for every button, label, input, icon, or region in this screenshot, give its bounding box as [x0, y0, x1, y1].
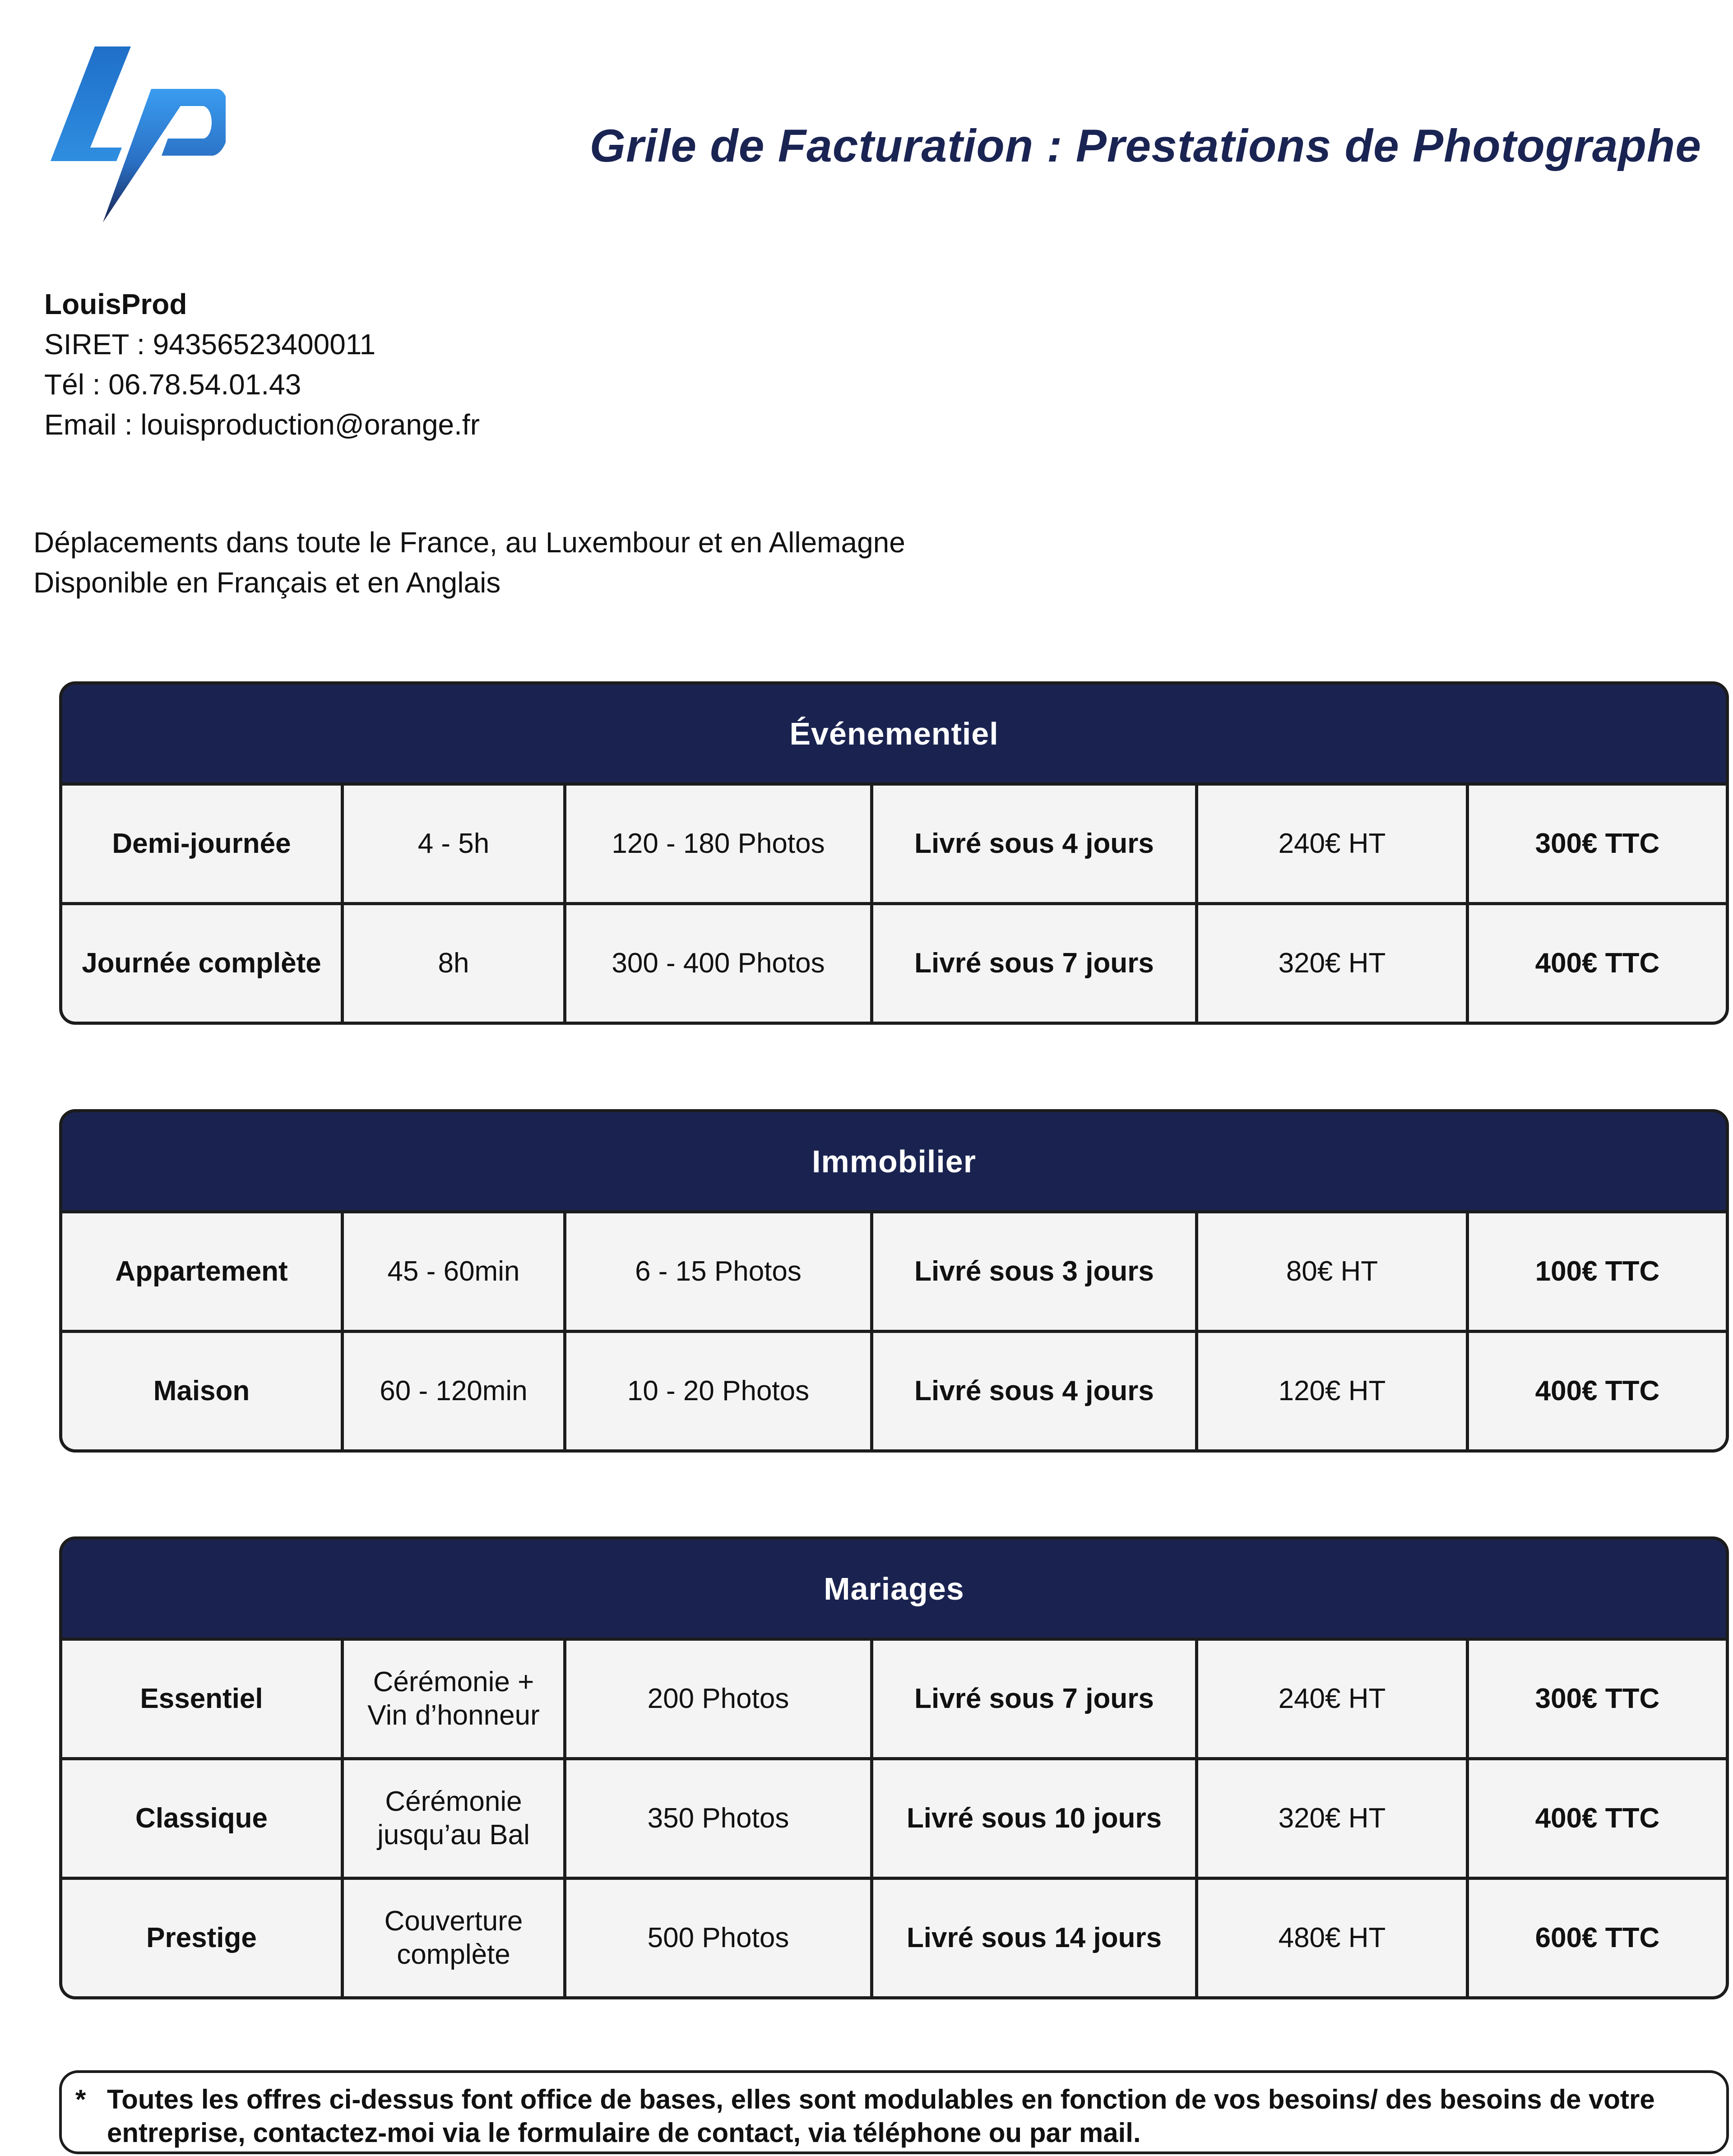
price-ttc: 400€ TTC — [1466, 1333, 1726, 1449]
offer-delivery: Livré sous 14 jours — [870, 1880, 1195, 1996]
offer-name: Appartement — [115, 1256, 288, 1287]
price-ht: 320€ HT — [1195, 905, 1466, 1022]
price-ttc: 100€ TTC — [1466, 1213, 1726, 1330]
offer-photos: 120 - 180 Photos — [563, 786, 870, 902]
offer-delivery: Livré sous 4 jours — [870, 786, 1195, 902]
travel-info — [33, 523, 905, 603]
footnote — [59, 2070, 1729, 2154]
lp-logo-icon — [45, 43, 226, 223]
company-phone: Tél : 06.78.54.01.43 — [44, 368, 301, 401]
offer-duration: 8h — [341, 905, 563, 1022]
travel-line-1: Déplacements dans toute le France, au Luxembour et en Allemagne — [33, 526, 905, 559]
price-ttc: 300€ TTC — [1466, 1641, 1726, 1757]
offer-duration: Couverture complète — [341, 1880, 563, 1996]
offer-duration: 60 - 120min — [341, 1333, 563, 1449]
offer-photos: 500 Photos — [563, 1880, 870, 1996]
company-siret: SIRET : 94356523400011 — [44, 328, 376, 361]
company-info — [44, 284, 480, 445]
table-row — [62, 782, 1726, 902]
offer-name: Prestige — [146, 1922, 257, 1953]
table-row — [62, 1210, 1726, 1330]
offer-photos: 6 - 15 Photos — [563, 1213, 870, 1330]
table-row — [62, 1638, 1726, 1757]
table-row — [62, 1757, 1726, 1877]
travel-line-2: Disponible en Français et en Anglais — [33, 566, 501, 599]
table-row — [62, 902, 1726, 1022]
price-ht: 80€ HT — [1195, 1213, 1466, 1330]
offer-photos: 350 Photos — [563, 1760, 870, 1877]
company-email: Email : louisproduction@orange.fr — [44, 408, 480, 441]
offer-name: Journée complète — [82, 948, 321, 979]
offer-duration: Cérémonie jusqu’au Bal — [341, 1760, 563, 1877]
offer-duration: Cérémonie + Vin d’honneur — [341, 1641, 563, 1757]
footnote-text: Toutes les offres ci-dessus font office de bases, elles sont modulables en fonction de vos besoins/ des besoins de votre entreprise, contactez-moi via le formulaire de contact, via téléphone ou par mail. — [107, 2084, 1655, 2148]
table-header: Événementiel — [789, 716, 999, 751]
lp-logo — [45, 43, 226, 223]
offer-duration: 45 - 60min — [341, 1213, 563, 1330]
offer-delivery: Livré sous 4 jours — [870, 1333, 1195, 1449]
table-row — [62, 1330, 1726, 1449]
page-title: Grile de Facturation : Prestations de Photographe — [589, 120, 1701, 171]
offer-photos: 300 - 400 Photos — [563, 905, 870, 1022]
offer-delivery: Livré sous 10 jours — [870, 1760, 1195, 1877]
pricing-table-evenementiel — [59, 681, 1729, 1025]
offer-name: Maison — [153, 1375, 250, 1406]
pricing-table-immobilier — [59, 1109, 1729, 1453]
table-header: Mariages — [824, 1571, 964, 1606]
offer-delivery: Livré sous 7 jours — [870, 905, 1195, 1022]
offer-delivery: Livré sous 3 jours — [870, 1213, 1195, 1330]
offer-name: Classique — [135, 1803, 268, 1834]
table-row — [62, 1877, 1726, 1996]
price-ttc: 300€ TTC — [1466, 786, 1726, 902]
offer-name: Demi-journée — [112, 828, 291, 859]
price-ht: 240€ HT — [1195, 786, 1466, 902]
price-ht: 480€ HT — [1195, 1880, 1466, 1996]
price-ttc: 400€ TTC — [1466, 1760, 1726, 1877]
offer-photos: 10 - 20 Photos — [563, 1333, 870, 1449]
pricing-table-mariages — [59, 1536, 1729, 1999]
company-name: LouisProd — [44, 288, 187, 320]
offer-duration: 4 - 5h — [341, 786, 563, 902]
table-header: Immobilier — [812, 1143, 976, 1179]
offer-name: Essentiel — [140, 1683, 263, 1714]
price-ht: 120€ HT — [1195, 1333, 1466, 1449]
price-ht: 240€ HT — [1195, 1641, 1466, 1757]
footnote-marker: * — [75, 2084, 86, 2114]
price-ttc: 400€ TTC — [1466, 905, 1726, 1022]
offer-photos: 200 Photos — [563, 1641, 870, 1757]
offer-delivery: Livré sous 7 jours — [870, 1641, 1195, 1757]
price-ht: 320€ HT — [1195, 1760, 1466, 1877]
price-ttc: 600€ TTC — [1466, 1880, 1726, 1996]
